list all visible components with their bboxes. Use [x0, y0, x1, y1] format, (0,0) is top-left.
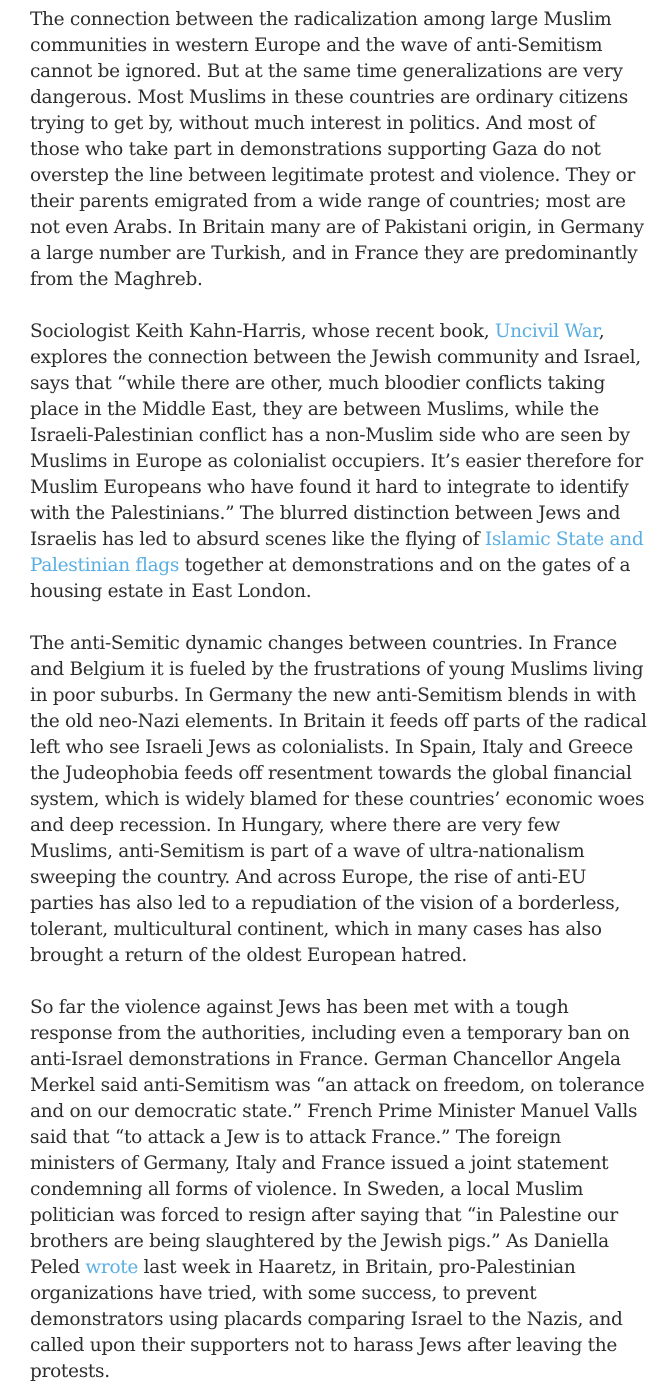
paragraph-text: together at demonstrations and on the gates of a housing estate in East London.: [30, 555, 631, 602]
paragraph: [30, 631, 648, 969]
paragraph: [30, 7, 648, 293]
paragraph: [30, 319, 648, 605]
paragraph: [30, 995, 648, 1385]
inline-link[interactable]: Islamic State and Palestinian flags: [30, 529, 644, 576]
paragraph-text: , explores the connection between the Jewish community and Israel, says that “while there are other, much bloodier conflicts taking place in the Middle East, they are between Muslims, while the Israeli-Palestinian conflict has a non-Muslim side who are seen by Muslims in Europe as colonialist occupiers. It’s easier therefore for Muslim Europeans who have found it hard to integrate to identify with the Palestinians.” The blurred distinction between Jews and Israelis has led to absurd scenes like the flying of: [30, 321, 643, 550]
paragraph-text: last week in Haaretz, in Britain, pro-Palestinian organizations have tried, with some success, to prevent demonstrators using placards comparing Israel to the Nazis, and called upon their supporters not to harass Jews after leaving the protests.: [30, 1257, 623, 1382]
inline-link[interactable]: Uncivil War: [494, 321, 599, 342]
inline-link[interactable]: wrote: [85, 1257, 139, 1278]
paragraph-text: The connection between the radicalization among large Muslim communities in western Europe and the wave of anti-Semitism cannot be ignored. But at the same time generalizations are very dangerous. Most Muslims in these countries are ordinary citizens trying to get by, without much interest in politics. And most of those who take part in demonstrations supporting Gaza do not overstep the line between legitimate protest and violence. They or their parents emigrated from a wide range of countries; most are not even Arabs. In Britain many are of Pakistani origin, in Germany a large number are Turkish, and in France they are predominantly from the Maghreb.: [30, 9, 644, 290]
paragraph-text: The anti-Semitic dynamic changes between countries. In France and Belgium it is fueled by the frustrations of young Muslims living in poor suburbs. In Germany the new anti-Semitism blends in with the old neo-Nazi elements. In Britain it feeds off parts of the radical left who see Israeli Jews as colonialists. In Spain, Italy and Greece the Judeophobia feeds off resentment towards the global financial system, which is widely blamed for these countries’ economic woes and deep recession. In Hungary, where there are very few Muslims, anti-Semitism is part of a wave of ultra-nationalism sweeping the country. And across Europe, the rise of anti-EU parties has also led to a repudiation of the vision of a borderless, tolerant, multicultural continent, which in many cases has also brought a return of the oldest European hatred.: [30, 633, 647, 966]
paragraph-text: So far the violence against Jews has been met with a tough response from the authorities, including even a temporary ban on anti-Israel demonstrations in France. German Chancellor Angela Merkel said anti-Semitism was “an attack on freedom, on tolerance and on our democratic state.” French Prime Minister Manuel Valls said that “to attack a Jew is to attack France.” The foreign ministers of Germany, Italy and France issued a joint statement condemning all forms of violence. In Sweden, a local Muslim politician was forced to resign after saying that “in Palestine our brothers are being slaughtered by the Jewish pigs.” As Daniella Peled: [30, 997, 645, 1278]
paragraph-text: Sociologist Keith Kahn-Harris, whose recent book,: [30, 321, 495, 342]
